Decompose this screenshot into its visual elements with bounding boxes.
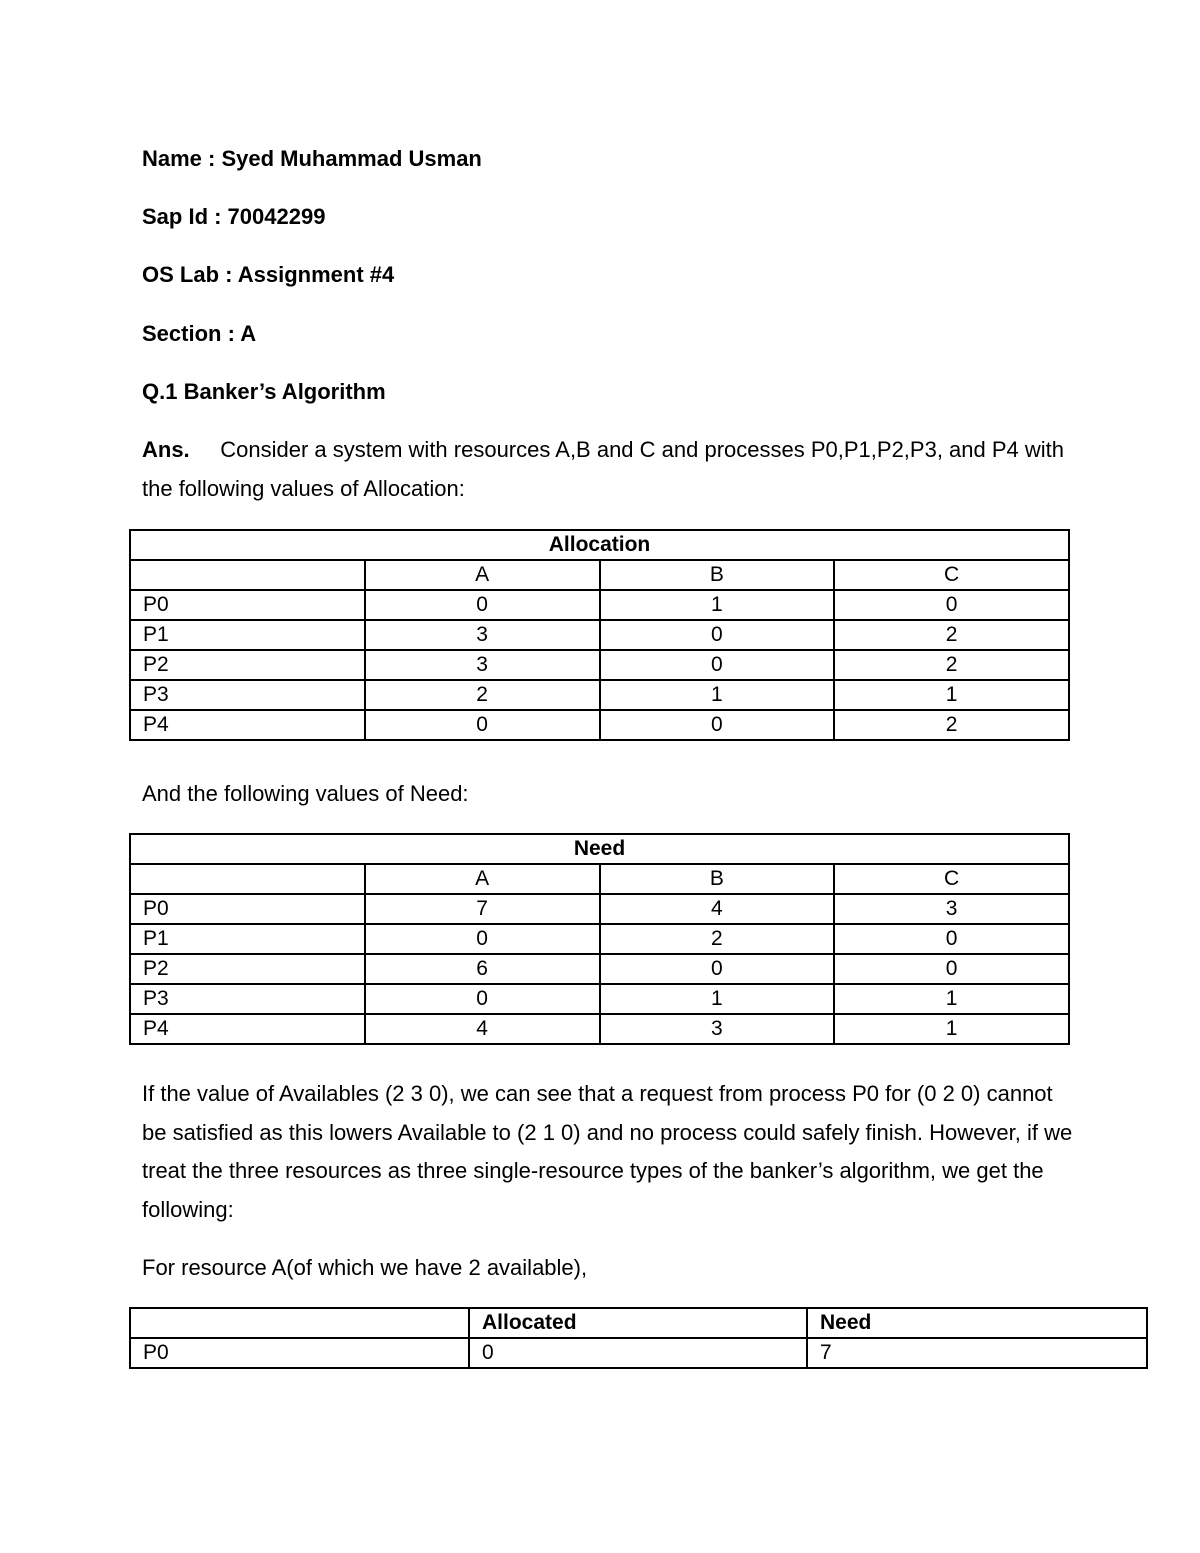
header-row	[130, 1308, 1147, 1338]
table-title-row	[130, 530, 1069, 560]
column-header	[130, 560, 365, 590]
process-cell: P3	[130, 984, 365, 1014]
process-cell: P2	[130, 954, 365, 984]
column-header	[130, 864, 365, 894]
value-cell: 4	[600, 894, 835, 924]
table-row	[130, 620, 1069, 650]
value-cell: 7	[365, 894, 600, 924]
column-header: C	[834, 864, 1069, 894]
value-cell: 0	[834, 924, 1069, 954]
value-cell: 0	[365, 710, 600, 740]
value-cell: 1	[834, 680, 1069, 710]
need-intro: And the following values of Need:	[142, 781, 469, 806]
process-cell: P1	[130, 924, 365, 954]
column-header: A	[365, 560, 600, 590]
table-row	[130, 984, 1069, 1014]
value-cell: 1	[600, 680, 835, 710]
value-cell: 0	[469, 1338, 807, 1368]
value-cell: 1	[834, 984, 1069, 1014]
process-cell: P4	[130, 710, 365, 740]
need-table	[129, 833, 1070, 1045]
process-cell: P0	[130, 894, 365, 924]
process-cell: P3	[130, 680, 365, 710]
value-cell: 2	[365, 680, 600, 710]
value-cell: 0	[600, 620, 835, 650]
student-name: Name : Syed Muhammad Usman	[142, 146, 482, 171]
process-cell: P0	[130, 590, 365, 620]
explanation-paragraph: If the value of Availables (2 3 0), we can see that a request from process P0 for (0 2 0) cannot be satisfied as this lowers Available to (2 1 0) and no process could safely finish. However, if we treat the three resources as three single-resource types of the banker’s algorithm, we get the following:	[142, 1081, 1073, 1223]
question-title: Q.1 Banker’s Algorithm	[142, 379, 386, 404]
lab-title: OS Lab : Assignment #4	[142, 262, 395, 287]
process-cell: P2	[130, 650, 365, 680]
process-cell: P4	[130, 1014, 365, 1044]
column-header: C	[834, 560, 1069, 590]
need-title: Need	[130, 834, 1069, 864]
sap-id: Sap Id : 70042299	[142, 204, 326, 229]
column-header: Allocated	[469, 1308, 807, 1338]
value-cell: 6	[365, 954, 600, 984]
answer-label: Ans.	[142, 437, 190, 462]
value-cell: 2	[834, 650, 1069, 680]
process-cell: P1	[130, 620, 365, 650]
value-cell: 2	[834, 710, 1069, 740]
value-cell: 1	[600, 590, 835, 620]
resource-a-table	[129, 1307, 1148, 1369]
table-title-row	[130, 834, 1069, 864]
header-row	[130, 864, 1069, 894]
value-cell: 2	[600, 924, 835, 954]
value-cell: 0	[365, 590, 600, 620]
allocation-table	[129, 529, 1070, 741]
column-header: Need	[807, 1308, 1147, 1338]
value-cell: 3	[365, 620, 600, 650]
value-cell: 0	[834, 590, 1069, 620]
table-row	[130, 590, 1069, 620]
value-cell: 1	[834, 1014, 1069, 1044]
section: Section : A	[142, 321, 257, 346]
table-row	[130, 924, 1069, 954]
table-row	[130, 680, 1069, 710]
table-row	[130, 650, 1069, 680]
value-cell: 3	[834, 894, 1069, 924]
answer-intro: Consider a system with resources A,B and C and processes P0,P1,P2,P3, and P4 with the following values of Allocation:	[142, 437, 1065, 501]
resource-a-intro: For resource A(of which we have 2 available),	[142, 1255, 588, 1280]
value-cell: 2	[834, 620, 1069, 650]
process-cell: P0	[130, 1338, 469, 1368]
value-cell: 4	[365, 1014, 600, 1044]
column-header: B	[600, 864, 835, 894]
column-header	[130, 1308, 469, 1338]
table-row	[130, 954, 1069, 984]
table-row	[130, 894, 1069, 924]
value-cell: 3	[365, 650, 600, 680]
value-cell: 0	[600, 954, 835, 984]
value-cell: 0	[365, 984, 600, 1014]
column-header: A	[365, 864, 600, 894]
table-row	[130, 1014, 1069, 1044]
value-cell: 3	[600, 1014, 835, 1044]
header-row	[130, 560, 1069, 590]
column-header: B	[600, 560, 835, 590]
table-row	[130, 710, 1069, 740]
value-cell: 0	[600, 710, 835, 740]
value-cell: 0	[600, 650, 835, 680]
value-cell: 0	[834, 954, 1069, 984]
allocation-title: Allocation	[130, 530, 1069, 560]
answer-paragraph	[142, 431, 1082, 508]
table-row	[130, 1338, 1147, 1368]
value-cell: 7	[807, 1338, 1147, 1368]
value-cell: 1	[600, 984, 835, 1014]
value-cell: 0	[365, 924, 600, 954]
